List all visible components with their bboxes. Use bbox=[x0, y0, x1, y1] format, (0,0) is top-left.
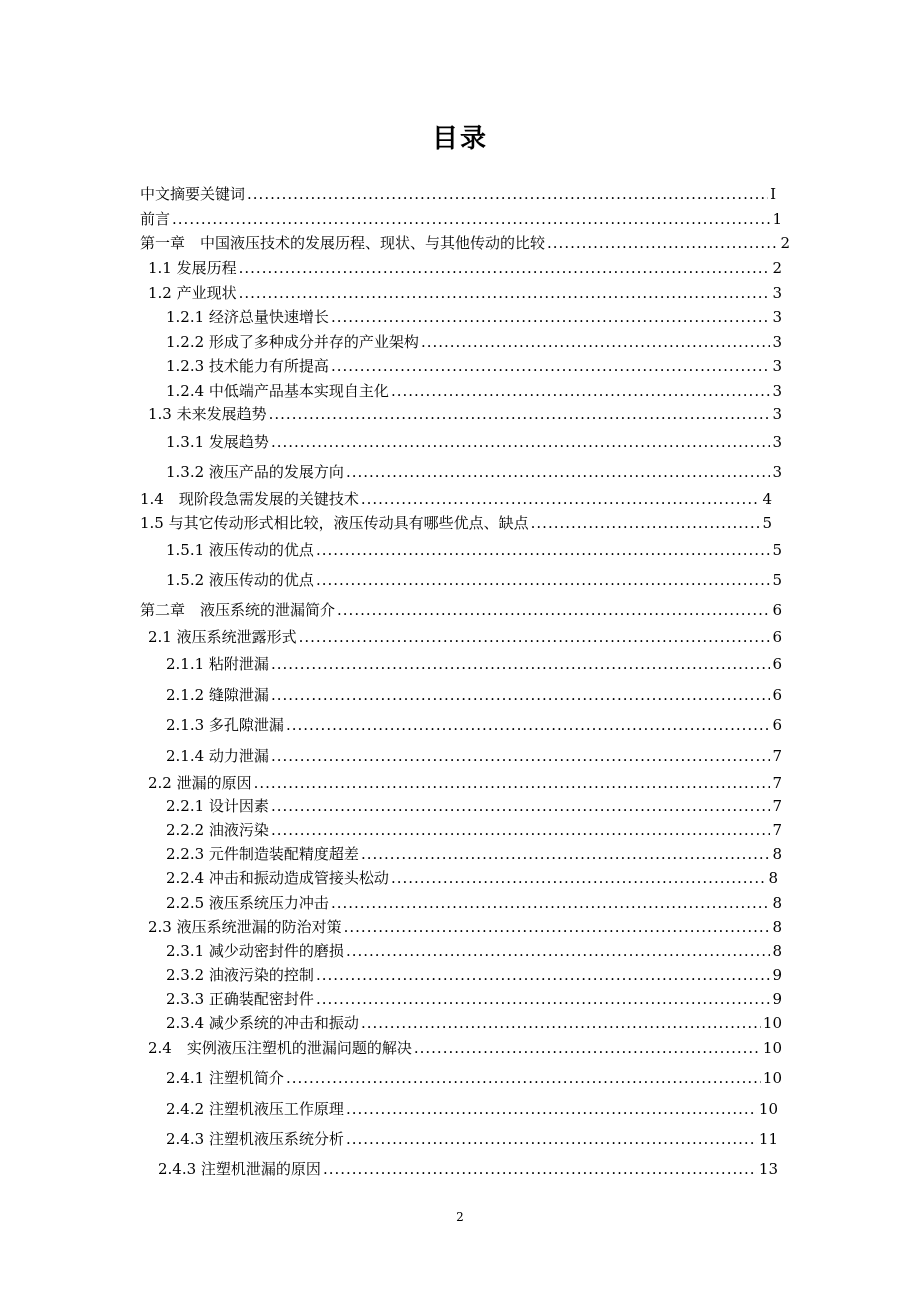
toc-entry[interactable] bbox=[148, 258, 782, 278]
toc-entry[interactable] bbox=[166, 868, 778, 888]
toc-entry[interactable] bbox=[148, 1038, 782, 1058]
toc-dot-leader bbox=[286, 1068, 761, 1088]
toc-entry-page: 8 bbox=[772, 845, 782, 863]
toc-entry[interactable] bbox=[166, 941, 782, 961]
toc-entry-label: 2.1.4 动力泄漏 bbox=[166, 747, 269, 765]
toc-entry[interactable] bbox=[166, 844, 782, 864]
toc-entry-label: 1.5.1 液压传动的优点 bbox=[166, 541, 314, 559]
toc-entry-label: 2.4 实例液压注塑机的泄漏问题的解决 bbox=[148, 1039, 412, 1057]
toc-entry-label: 1.2 产业现状 bbox=[148, 284, 237, 302]
toc-entry[interactable] bbox=[166, 715, 782, 735]
toc-dot-leader bbox=[254, 773, 771, 793]
toc-entry[interactable] bbox=[166, 1013, 782, 1033]
toc-entry-page: 7 bbox=[772, 747, 782, 765]
toc-entry-page: 9 bbox=[772, 990, 782, 1008]
toc-entry-page: 6 bbox=[772, 686, 782, 704]
toc-entry-label: 2.2.2 油液污染 bbox=[166, 821, 269, 839]
toc-entry-label: 2.1.1 粘附泄漏 bbox=[166, 655, 269, 673]
toc-entry[interactable] bbox=[158, 1159, 778, 1179]
toc-entry-label: 2.1 液压系统泄露形式 bbox=[148, 628, 297, 646]
toc-entry-page: 13 bbox=[758, 1160, 778, 1178]
toc-entry[interactable] bbox=[166, 1099, 778, 1119]
toc-entry-page: 5 bbox=[772, 541, 782, 559]
toc-entry-page: 4 bbox=[762, 490, 772, 508]
toc-entry-label: 1.5 与其它传动形式相比较，液压传动具有哪些优点、缺点 bbox=[140, 514, 529, 532]
toc-dot-leader bbox=[172, 209, 770, 229]
toc-dot-leader bbox=[361, 844, 771, 864]
toc-dot-leader bbox=[316, 989, 771, 1009]
toc-dot-leader bbox=[316, 540, 771, 560]
toc-entry-label: 1.1 发展历程 bbox=[148, 259, 237, 277]
toc-entry-page: 3 bbox=[772, 333, 782, 351]
toc-entry[interactable] bbox=[140, 513, 772, 533]
toc-entry-page: 1 bbox=[772, 210, 782, 228]
toc-dot-leader bbox=[269, 404, 771, 424]
toc-entry-page: 8 bbox=[772, 918, 782, 936]
toc-entry-page: 3 bbox=[772, 284, 782, 302]
toc-entry-page: 5 bbox=[762, 514, 772, 532]
toc-entry-label: 1.2.4 中低端产品基本实现自主化 bbox=[166, 382, 389, 400]
toc-entry[interactable] bbox=[166, 746, 782, 766]
toc-entry[interactable] bbox=[166, 893, 782, 913]
toc-entry-page: 6 bbox=[772, 655, 782, 673]
toc-entry[interactable] bbox=[166, 989, 782, 1009]
toc-dot-leader bbox=[271, 796, 771, 816]
toc-entry[interactable] bbox=[166, 356, 782, 376]
toc-entry-label: 1.2.1 经济总量快速增长 bbox=[166, 308, 329, 326]
toc-entry-label: 1.4 现阶段急需发展的关键技术 bbox=[140, 490, 359, 508]
toc-entry-page: 3 bbox=[772, 357, 782, 375]
toc-dot-leader bbox=[346, 1129, 757, 1149]
toc-entry-label: 2.2.5 液压系统压力冲击 bbox=[166, 894, 329, 912]
page-number: 2 bbox=[456, 1210, 464, 1224]
toc-dot-leader bbox=[344, 917, 771, 937]
toc-entry[interactable] bbox=[148, 917, 782, 937]
toc-entry-page: 7 bbox=[772, 774, 782, 792]
toc-entry-label: 2.3.3 正确装配密封件 bbox=[166, 990, 314, 1008]
toc-entry-page: 6 bbox=[772, 716, 782, 734]
toc-entry-label: 2.3.4 减少系统的冲击和振动 bbox=[166, 1014, 359, 1032]
toc-entry-page: 10 bbox=[758, 1100, 778, 1118]
toc-entry[interactable] bbox=[140, 184, 776, 204]
toc-entry[interactable] bbox=[140, 233, 790, 253]
toc-dot-leader bbox=[331, 307, 771, 327]
toc-entry-page: 10 bbox=[762, 1069, 782, 1087]
toc-entry[interactable] bbox=[148, 773, 782, 793]
toc-entry[interactable] bbox=[166, 332, 782, 352]
toc-entry-label: 1.3.1 发展趋势 bbox=[166, 433, 269, 451]
toc-entry[interactable] bbox=[148, 627, 782, 647]
toc-entry-label: 2.4.3 注塑机液压系统分析 bbox=[166, 1130, 344, 1148]
toc-dot-leader bbox=[346, 941, 771, 961]
toc-entry[interactable] bbox=[140, 489, 772, 509]
toc-entry-label: 第二章 液压系统的泄漏简介 bbox=[140, 601, 336, 619]
toc-dot-leader bbox=[421, 332, 771, 352]
toc-dot-leader bbox=[331, 893, 771, 913]
toc-dot-leader bbox=[286, 715, 771, 735]
toc-dot-leader bbox=[531, 513, 761, 533]
toc-entry-page: 8 bbox=[768, 869, 778, 887]
toc-entry-label: 2.2 泄漏的原因 bbox=[148, 774, 252, 792]
toc-entry-page: 7 bbox=[772, 821, 782, 839]
toc-entry-label: 第一章 中国液压技术的发展历程、现状、与其他传动的比较 bbox=[140, 234, 546, 252]
toc-entry-page: 11 bbox=[758, 1130, 778, 1148]
toc-entry-label: 2.4.1 注塑机简介 bbox=[166, 1069, 284, 1087]
toc-entry[interactable] bbox=[166, 570, 782, 590]
toc-entry-label: 中文摘要关键词 bbox=[140, 185, 246, 203]
toc-dot-leader bbox=[316, 570, 771, 590]
toc-entry-label: 前言 bbox=[140, 210, 171, 228]
toc-entry[interactable] bbox=[166, 685, 782, 705]
toc-dot-leader bbox=[239, 283, 771, 303]
toc-entry[interactable] bbox=[166, 381, 782, 401]
toc-entry[interactable] bbox=[166, 462, 782, 482]
toc-dot-leader bbox=[361, 489, 761, 509]
toc-entry-label: 2.2.4 冲击和振动造成管接头松动 bbox=[166, 869, 389, 887]
toc-entry-page: 10 bbox=[762, 1039, 782, 1057]
toc-entry-page: 3 bbox=[772, 463, 782, 481]
toc-entry-label: 2.4.2 注塑机液压工作原理 bbox=[166, 1100, 344, 1118]
toc-entry-page: 3 bbox=[772, 308, 782, 326]
toc-entry-page: 2 bbox=[780, 234, 790, 252]
toc-dot-leader bbox=[337, 600, 770, 620]
toc-entry-label: 1.5.2 液压传动的优点 bbox=[166, 571, 314, 589]
toc-dot-leader bbox=[346, 1099, 757, 1119]
toc-entry[interactable] bbox=[166, 820, 782, 840]
toc-dot-leader bbox=[271, 685, 771, 705]
toc-entry-page: 3 bbox=[772, 382, 782, 400]
toc-entry-label: 2.3.2 油液污染的控制 bbox=[166, 966, 314, 984]
toc-dot-leader bbox=[239, 258, 771, 278]
toc-dot-leader bbox=[346, 462, 771, 482]
toc-dot-leader bbox=[247, 184, 768, 204]
toc-entry[interactable] bbox=[166, 432, 782, 452]
toc-entry[interactable] bbox=[166, 307, 782, 327]
toc-entry-page: 6 bbox=[772, 601, 782, 619]
toc-dot-leader bbox=[391, 381, 771, 401]
toc-entry-label: 2.1.3 多孔隙泄漏 bbox=[166, 716, 284, 734]
toc-entry-label: 1.2.3 技术能力有所提高 bbox=[166, 357, 329, 375]
toc-entry-label: 2.2.3 元件制造装配精度超差 bbox=[166, 845, 359, 863]
toc-entry-page: 2 bbox=[772, 259, 782, 277]
toc-entry-page: 8 bbox=[772, 942, 782, 960]
toc-entry-label: 2.2.1 设计因素 bbox=[166, 797, 269, 815]
toc-entry-label: 1.3.2 液压产品的发展方向 bbox=[166, 463, 344, 481]
toc-title: 目录 bbox=[431, 124, 488, 154]
toc-entry-page: 10 bbox=[762, 1014, 782, 1032]
toc-entry[interactable] bbox=[148, 404, 782, 424]
toc-entry[interactable] bbox=[166, 654, 782, 674]
toc-entry[interactable] bbox=[140, 600, 782, 620]
toc-entry-label: 2.3 液压系统泄漏的防治对策 bbox=[148, 918, 342, 936]
toc-dot-leader bbox=[271, 820, 771, 840]
toc-dot-leader bbox=[391, 868, 767, 888]
toc-entry[interactable] bbox=[166, 1129, 778, 1149]
toc-entry-page: 3 bbox=[772, 405, 782, 423]
toc-entry[interactable] bbox=[166, 796, 782, 816]
toc-entry-page: 3 bbox=[772, 433, 782, 451]
toc-dot-leader bbox=[331, 356, 771, 376]
toc-dot-leader bbox=[271, 432, 771, 452]
toc-entry-label: 2.1.2 缝隙泄漏 bbox=[166, 686, 269, 704]
toc-dot-leader bbox=[547, 233, 778, 253]
toc-dot-leader bbox=[414, 1038, 761, 1058]
toc-entry-label: 1.3 未来发展趋势 bbox=[148, 405, 267, 423]
toc-entry[interactable] bbox=[166, 540, 782, 560]
toc-entry-label: 2.4.3 注塑机泄漏的原因 bbox=[158, 1160, 321, 1178]
toc-entry-page: 7 bbox=[772, 797, 782, 815]
toc-dot-leader bbox=[271, 654, 771, 674]
toc-entry-page: 5 bbox=[772, 571, 782, 589]
toc-dot-leader bbox=[299, 627, 771, 647]
toc-entry-page: 9 bbox=[772, 966, 782, 984]
toc-entry-page: 8 bbox=[772, 894, 782, 912]
toc-entry[interactable] bbox=[148, 283, 782, 303]
toc-entry-page: 6 bbox=[772, 628, 782, 646]
toc-entry-label: 2.3.1 减少动密封件的磨损 bbox=[166, 942, 344, 960]
toc-dot-leader bbox=[316, 965, 771, 985]
toc-entry-page: Ⅰ bbox=[770, 185, 776, 203]
toc-entry[interactable] bbox=[140, 209, 782, 229]
toc-dot-leader bbox=[271, 746, 771, 766]
toc-entry[interactable] bbox=[166, 1068, 782, 1088]
toc-entry-label: 1.2.2 形成了多种成分并存的产业架构 bbox=[166, 333, 419, 351]
toc-dot-leader bbox=[361, 1013, 761, 1033]
toc-entry[interactable] bbox=[166, 965, 782, 985]
toc-dot-leader bbox=[323, 1159, 757, 1179]
